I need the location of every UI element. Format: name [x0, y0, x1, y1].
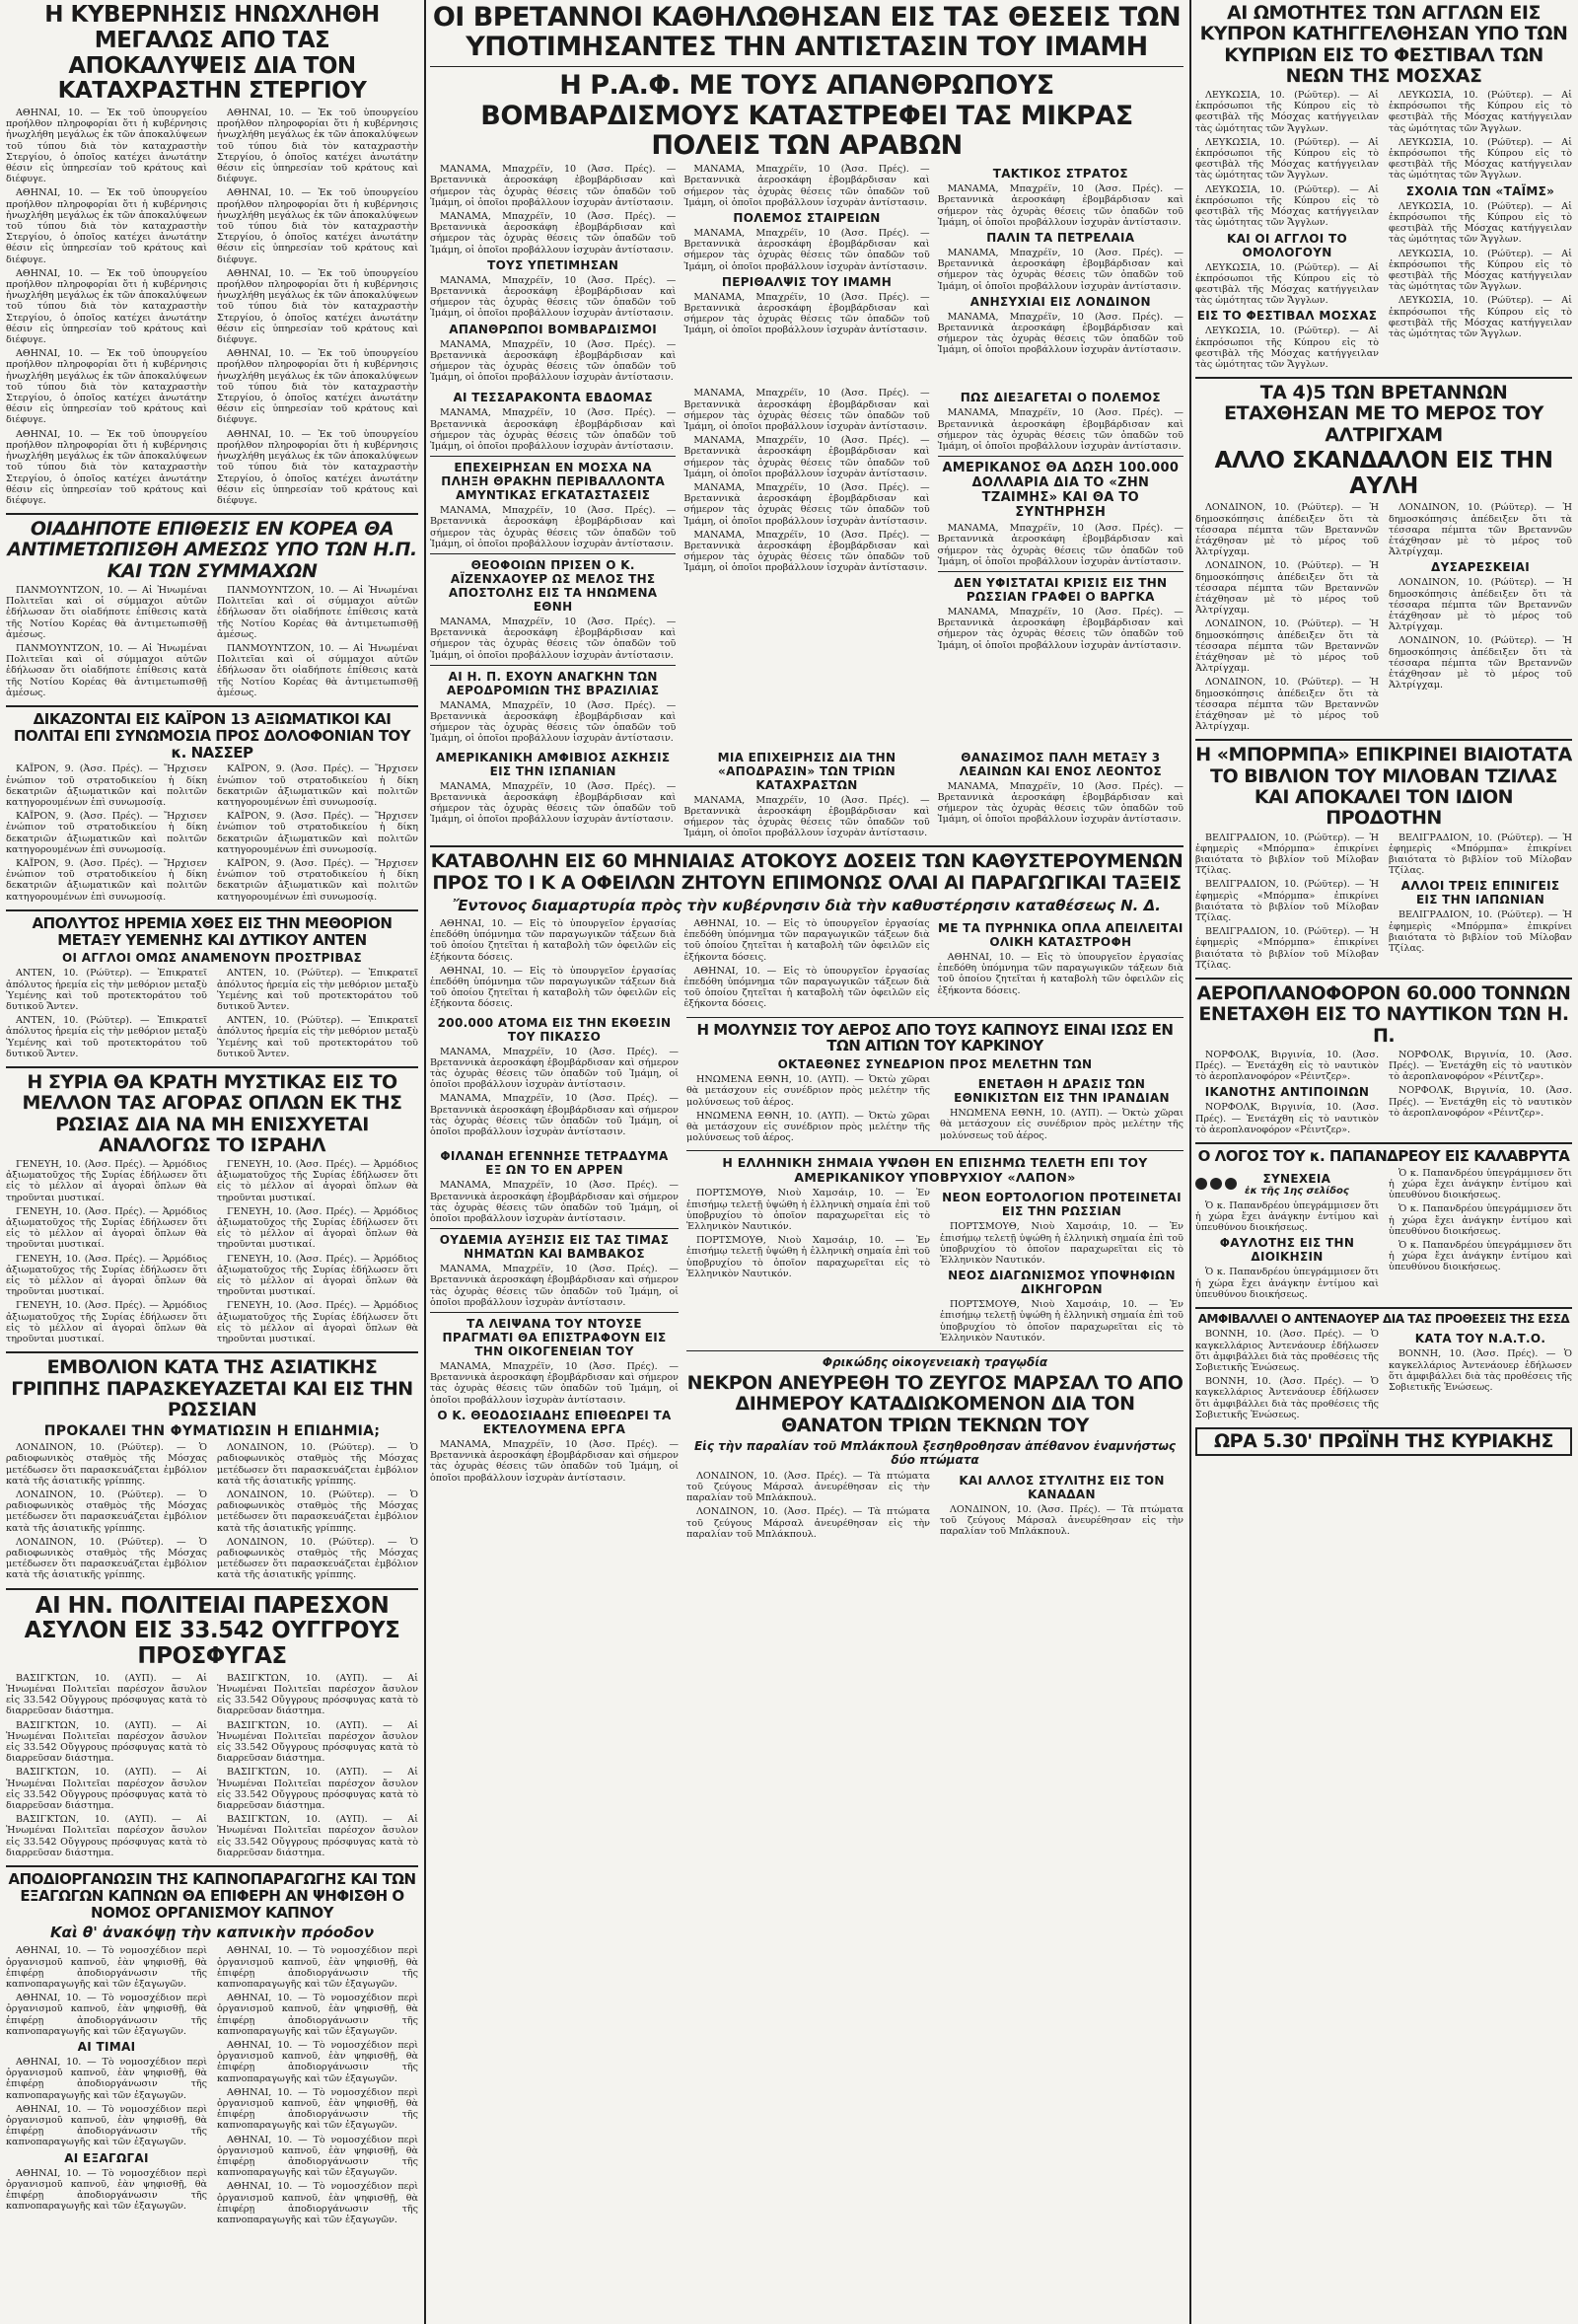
small-headline: ΚΑΙ ΑΛΛΟΣ ΣΤΥΛΙΤΗΣ ΕΙΣ ΤΟΝ ΚΑΝΑΔΑΝ	[959, 1473, 1165, 1501]
article-body: ΗΝΩΜΕΝΑ ΕΘΝΗ, 10. (ΑΥΠ). — Ὀκτὼ χῶραι θὰ μετάσχουν εἰς συνέδριον πρὸς μελέτην τῆς μολύνσεως τοῦ ἀέρος.	[686, 1110, 930, 1144]
article-body: ΜΑΝΑΜΑ, Μπαχρέϊν, 10 (Ἀσσ. Πρές). — Βρεταννικὰ ἀεροσκάφη ἐβομβάρδισαν καὶ σήμερον τὰς ὀχυρὰς θέσεις τῶν ὀπαδῶν τοῦ Ἰμάμη, οἱ ὁποῖοι προβάλλουν ἰσχυρὰν ἀντίστασιν.	[430, 210, 677, 255]
article-body: ΠΑΝΜΟΥΝΤΖΟΝ, 10. — Αἱ Ἡνωμέναι Πολιτεῖαι καὶ οἱ σύμμαχοι αὐτῶν ἐδήλωσαν ὅτι οἱαδήποτε ἐπίθεσις κατὰ τῆς Νοτίου Κορέας θὰ ἀντιμετωπισθῇ ἀμέσως.	[217, 584, 418, 640]
headline: ΑΠΟΔΙΟΡΓΑΝΩΣΙΝ ΤΗΣ ΚΑΠΝΟΠΑΡΑΓΩΓΗΣ ΚΑΙ ΤΩΝ ΕΞΑΓΩΓΩΝ ΚΑΠΝΩΝ ΘΑ ΕΠΙΦΕΡΗ ΑΝ ΨΗΦΙΣΘΗ Ο ΝΟΜΟΣ ΟΡΓΑΝΙΣΜΟΥ ΚΑΠΝΟΥ	[8, 1870, 416, 1922]
article-body: ΛΟΝΔΙΝΟΝ, 10. (Ρώϋτερ). — Ὁ ραδιοφωνικὸς σταθμὸς τῆς Μόσχας μετέδωσεν ὅτι παρασκευάζεται ἐμβόλιον κατὰ τῆς ἀσιατικῆς γρίππης.	[217, 1489, 418, 1534]
small-headline: ΕΠΕΧΕΙΡΗΣΑΝ ΕΝ ΜΟΣΧΑ ΝΑ ΠΛΗΞΗ ΘΡΑΚΗΝ ΠΕΡΙΒΑΛΛΟΝΤΑ ΑΜΥΝΤΙΚΑΣ ΕΓΚΑΤΑΣΤΑΣΕΙΣ	[441, 461, 666, 503]
article-body: Ὁ κ. Παπανδρέου ὑπεγράμμισεν ὅτι ἡ χώρα ἔχει ἀνάγκην ἐντίμου καὶ ὑπευθύνου διοικήσεως.	[1195, 1199, 1379, 1234]
article-body: ΜΑΝΑΜΑ, Μπαχρέϊν, 10 (Ἀσσ. Πρές). — Βρεταννικὰ ἀεροσκάφη ἐβομβάρδισαν καὶ σήμερον τὰς ὀχυρὰς θέσεις τῶν ὀπαδῶν τοῦ Ἰμάμη, οἱ ὁποῖοι προβάλλουν ἰσχυρὰν ἀντίστασιν.	[937, 523, 1184, 567]
article-body: ΠΟΡΤΣΜΟΥΘ, Νιοὺ Χαμσάιρ, 10. — Ἐν ἐπισήμῳ τελετῇ ὑψώθη ἡ ἑλληνικὴ σημαία ἐπὶ τοῦ ὑποβρυχίου τὸ ὁποῖον παραχωρεῖται εἰς τὸ Ἑλληνικὸν Ναυτικόν.	[940, 1299, 1184, 1344]
article-body: ΑΝΤΕΝ, 10. (Ρώϋτερ). — Ἐπικρατεῖ ἀπόλυτος ἠρεμία εἰς τὴν μεθόριον μεταξὺ Ὑεμένης καὶ τοῦ προτεκτοράτου τοῦ δυτικοῦ Ἄντεν.	[6, 968, 207, 1012]
article-body: ΝΟΡΦΟΛΚ, Βιργινία, 10. (Ἀσσ. Πρές). — Ἐνετάχθη εἰς τὸ ναυτικὸν τὸ ἀεροπλανοφόρον «Ρέιντζερ».	[1389, 1085, 1572, 1119]
article-body: ΜΑΝΑΜΑ, Μπαχρέϊν, 10 (Ἀσσ. Πρές). — Βρεταννικὰ ἀεροσκάφη ἐβομβάρδισαν καὶ σήμερον τὰς ὀχυρὰς θέσεις τῶν ὀπαδῶν τοῦ Ἰμάμη, οἱ ὁποῖοι προβάλλουν ἰσχυρὰν ἀντίστασιν.	[430, 1180, 679, 1225]
article-body: ΑΘΗΝΑΙ, 10. — Ἐκ τοῦ ὑπουργείου προήλθον πληροφορίαι ὅτι ἡ κυβέρνησις ἠνωχλήθη μεγάλως ἐκ τῶν ἀποκαλύψεων τοῦ τύπου διὰ τὸν καταχραστὴν Στεργίου, ὁ ὁποῖος κατέχει ἀνωτάτην θέσιν εἰς ὑπηρεσίαν τοῦ κράτους καὶ διέφυγε.	[217, 428, 418, 506]
article-body: Ὁ κ. Παπανδρέου ὑπεγράμμισεν ὅτι ἡ χώρα ἔχει ἀνάγκην ἐντίμου καὶ ὑπευθύνου διοικήσεως.	[1389, 1203, 1572, 1237]
article-body: ΓΕΝΕΥΗ, 10. (Ἀσσ. Πρές). — Ἁρμόδιος ἀξιωματοῦχος τῆς Συρίας ἐδήλωσεν ὅτι εἰς τὸ μέλλον αἱ ἀγοραὶ ὅπλων θὰ τηροῦνται μυστικαί.	[217, 1159, 418, 1203]
subheadline: ΟΚΤΑΕΘΝΕΣ ΣΥΝΕΔΡΙΟΝ ΠΡΟΣ ΜΕΛΕΤΗΝ ΤΩΝ	[777, 1057, 1093, 1072]
section-heading: ΑΠΑΝΘΡΩΠΟΙ ΒΟΜΒΑΡΔΙΣΜΟΙ	[449, 322, 658, 336]
article-body: ΒΑΣΙΓΚΤΩΝ, 10. (ΑΥΠ). — Αἱ Ἡνωμέναι Πολιτεῖαι παρέσχον ἄσυλον εἰς 33.542 Οὔγγρους πρόσφυγας κατὰ τὸ διαρρεῦσαν διάστημα.	[6, 1672, 207, 1717]
left-column	[6, 0, 418, 2324]
article-body: ΛΟΝΔΙΝΟΝ, 10. (Ρώϋτερ). — Ἡ δημοσκόπησις ἀπέδειξεν ὅτι τὰ τέσσαρα πέμπτα τῶν Βρεταννῶν ἐτάχθησαν μὲ τὸ μέρος τοῦ Ἀλτρίγχαμ.	[1195, 618, 1379, 675]
article-body: ΜΑΝΑΜΑ, Μπαχρέϊν, 10 (Ἀσσ. Πρές). — Βρεταννικὰ ἀεροσκάφη ἐβομβάρδισαν καὶ σήμερον τὰς ὀχυρὰς θέσεις τῶν ὀπαδῶν τοῦ Ἰμάμη, οἱ ὁποῖοι προβάλλουν ἰσχυρὰν ἀντίστασιν.	[937, 183, 1184, 228]
article-body: ΑΝΤΕΝ, 10. (Ρώϋτερ). — Ἐπικρατεῖ ἀπόλυτος ἠρεμία εἰς τὴν μεθόριον μεταξὺ Ὑεμένης καὶ τοῦ προτεκτοράτου τοῦ δυτικοῦ Ἄντεν.	[217, 1015, 418, 1059]
small-headline: ΝΕΟΝ ΕΟΡΤΟΛΟΓΙΟΝ ΠΡΟΤΕΙΝΕΤΑΙ ΕΙΣ ΤΗΝ ΡΩΣΣΙΑΝ	[942, 1191, 1182, 1219]
article-body: ΚΑΪΡΟΝ, 9. (Ἀσσ. Πρές). — Ἤρχισεν ἐνώπιον τοῦ στρατοδικείου ἡ δίκη δεκατριῶν ἀξιωματικῶν καὶ πολιτῶν κατηγορουμένων ἐπὶ συνωμοσίᾳ.	[6, 857, 207, 903]
article-body: ΜΑΝΑΜΑ, Μπαχρέϊν, 10 (Ἀσσ. Πρές). — Βρεταννικὰ ἀεροσκάφη ἐβομβάρδισαν καὶ σήμερον τὰς ὀχυρὰς θέσεις τῶν ὀπαδῶν τοῦ Ἰμάμη, οἱ ὁποῖοι προβάλλουν ἰσχυρὰν ἀντίστασιν.	[430, 274, 677, 320]
headline: ΑΜΦΙΒΑΛΛΕΙ Ο ΑΝΤΕΝΑΟΥΕΡ ΔΙΑ ΤΑΣ ΠΡΟΘΕΣΕΙΣ ΤΗΣ ΕΣΣΔ	[1197, 1312, 1570, 1327]
article-body: ΑΘΗΝΑΙ, 10. — Τὸ νομοσχέδιον περὶ ὀργανισμοῦ καπνοῦ, ἐὰν ψηφισθῇ, θὰ ἐπιφέρῃ ἀποδιοργάνωσιν τῆς καπνοπαραγωγῆς καὶ τῶν ἐξαγωγῶν.	[6, 2103, 207, 2148]
article-body: ΑΘΗΝΑΙ, 10. — Εἰς τὸ ὑπουργεῖον ἐργασίας ἐπεδόθη ὑπόμνημα τῶν παραγωγικῶν τάξεων διὰ τοῦ ὁποίου ζητεῖται ἡ καταβολὴ τῶν ὀφειλῶν εἰς ἑξήκοντα δόσεις.	[430, 965, 677, 1010]
article-body: ΑΘΗΝΑΙ, 10. — Ἐκ τοῦ ὑπουργείου προήλθον πληροφορίαι ὅτι ἡ κυβέρνησις ἠνωχλήθη μεγάλως ἐκ τῶν ἀποκαλύψεων τοῦ τύπου διὰ τὸν καταχραστὴν Στεργίου, ὁ ὁποῖος κατέχει ἀνωτάτην θέσιν εἰς ὑπηρεσίαν τοῦ κράτους καὶ διέφυγε.	[217, 267, 418, 346]
article-body: ΜΑΝΑΜΑ, Μπαχρέϊν, 10 (Ἀσσ. Πρές). — Βρεταννικὰ ἀεροσκάφη ἐβομβάρδισαν καὶ σήμερον τὰς ὀχυρὰς θέσεις τῶν ὀπαδῶν τοῦ Ἰμάμη, οἱ ὁποῖοι προβάλλουν ἰσχυρὰν ἀντίστασιν.	[430, 1046, 679, 1091]
article-body: ΛΕΥΚΩΣΙΑ, 10. (Ρώϋτερ). — Αἱ ἐκπρόσωποι τῆς Κύπρου εἰς τὸ φεστιβὰλ τῆς Μόσχας κατήγγειλαν τὰς ὠμότητας τῶν Ἄγγλων.	[1195, 326, 1379, 370]
article-body: ΑΘΗΝΑΙ, 10. — Ἐκ τοῦ ὑπουργείου προήλθον πληροφορίαι ὅτι ἡ κυβέρνησις ἠνωχλήθη μεγάλως ἐκ τῶν ἀποκαλύψεων τοῦ τύπου διὰ τὸν καταχραστὴν Στεργίου, ὁ ὁποῖος κατέχει ἀνωτάτην θέσιν εἰς ὑπηρεσίαν τοῦ κράτους καὶ διέφυγε.	[6, 428, 207, 506]
article-body: ΛΕΥΚΩΣΙΑ, 10. (Ρώϋτερ). — Αἱ ἐκπρόσωποι τῆς Κύπρου εἰς τὸ φεστιβὰλ τῆς Μόσχας κατήγγειλαν τὰς ὠμότητας τῶν Ἄγγλων.	[1389, 248, 1572, 293]
article-body: ΚΑΪΡΟΝ, 9. (Ἀσσ. Πρές). — Ἤρχισεν ἐνώπιον τοῦ στρατοδικείου ἡ δίκη δεκατριῶν ἀξιωματικῶν καὶ πολιτῶν κατηγορουμένων ἐπὶ συνωμοσίᾳ.	[6, 811, 207, 855]
article-djilas	[1195, 745, 1572, 974]
subheadline: ΠΡΟΚΑΛΕΙ ΤΗΝ ΦΥΜΑΤΙΩΣΙΝ Η ΕΠΙΔΗΜΙΑ;	[43, 1423, 381, 1440]
article-carrier	[1195, 983, 1572, 1138]
article-cyprus	[1195, 3, 1572, 373]
section-heading: ΠΕΡΙΘΑΛΨΙΣ ΤΟΥ ΙΜΑΜΗ	[721, 274, 893, 289]
article-body: ΛΕΥΚΩΣΙΑ, 10. (Ρώϋτερ). — Αἱ ἐκπρόσωποι τῆς Κύπρου εἰς τὸ φεστιβὰλ τῆς Μόσχας κατήγγειλαν τὰς ὠμότητας τῶν Ἄγγλων.	[1195, 90, 1379, 134]
article-body: ΒΑΣΙΓΚΤΩΝ, 10. (ΑΥΠ). — Αἱ Ἡνωμέναι Πολιτεῖαι παρέσχον ἄσυλον εἰς 33.542 Οὔγγρους πρόσφυγας κατὰ τὸ διαρρεῦσαν διάστημα.	[217, 1719, 418, 1765]
article-body: ΒΑΣΙΓΚΤΩΝ, 10. (ΑΥΠ). — Αἱ Ἡνωμέναι Πολιτεῖαι παρέσχον ἄσυλον εἰς 33.542 Οὔγγρους πρόσφυγας κατὰ τὸ διαρρεῦσαν διάστημα.	[217, 1767, 418, 1812]
small-headline: ΦΙΛΑΝΔΗ ΕΓΕΝΝΗΣΕ ΤΕΤΡΑΔΥΜΑ ΕΞ ΩΝ ΤΟ ΕΝ ΑΡΡΕΝ	[440, 1149, 669, 1178]
section-heading: ΙΚΑΝΟΤΗΣ ΑΝΤΙΠΟΙΝΩΝ	[1204, 1085, 1370, 1100]
article-body: ΜΑΝΑΜΑ, Μπαχρέϊν, 10 (Ἀσσ. Πρές). — Βρεταννικὰ ἀεροσκάφη ἐβομβάρδισαν καὶ σήμερον τὰς ὀχυρὰς θέσεις τῶν ὀπαδῶν τοῦ Ἰμάμη, οἱ ὁποῖοι προβάλλουν ἰσχυρὰν ἀντίστασιν.	[430, 1264, 679, 1308]
headline: Η «ΜΠΟΡΜΠΑ» ΕΠΙΚΡΙΝΕΙ ΒΙΑΙΟΤΑΤΑ ΤΟ ΒΙΒΛΙΟΝ ΤΟΥ ΜΙΛΟΒΑΝ ΤΖΙΛΑΣ ΚΑΙ ΑΠΟΚΑΛΕΙ ΤΟΝ ΙΔΙΟΝ ΠΡΟΔΟΤΗΝ	[1195, 744, 1572, 830]
article-body: ΛΕΥΚΩΣΙΑ, 10. (Ρώϋτερ). — Αἱ ἐκπρόσωποι τῆς Κύπρου εἰς τὸ φεστιβὰλ τῆς Μόσχας κατήγγειλαν τὰς ὠμότητας τῶν Ἄγγλων.	[1389, 136, 1572, 182]
article-body: ΜΑΝΑΜΑ, Μπαχρέϊν, 10 (Ἀσσ. Πρές). — Βρεταννικὰ ἀεροσκάφη ἐβομβάρδισαν καὶ σήμερον τὰς ὀχυρὰς θέσεις τῶν ὀπαδῶν τοῦ Ἰμάμη, οἱ ὁποῖοι προβάλλουν ἰσχυρὰν ἀντίστασιν.	[430, 780, 677, 826]
article-body: ΑΘΗΝΑΙ, 10. — Εἰς τὸ ὑπουργεῖον ἐργασίας ἐπεδόθη ὑπόμνημα τῶν παραγωγικῶν τάξεων διὰ τοῦ ὁποίου ζητεῖται ἡ καταβολὴ τῶν ὀφειλῶν εἰς ἑξήκοντα δόσεις.	[937, 952, 1184, 996]
article-body: ΒΑΣΙΓΚΤΩΝ, 10. (ΑΥΠ). — Αἱ Ἡνωμέναι Πολιτεῖαι παρέσχον ἄσυλον εἰς 33.542 Οὔγγρους πρόσφυγας κατὰ τὸ διαρρεῦσαν διάστημα.	[6, 1767, 207, 1812]
article-ika	[430, 851, 1184, 1012]
headline: ΑΕΡΟΠΛΑΝΟΦΟΡΟΝ 60.000 ΤΟΝΝΩΝ ΕΝΕΤΑΧΘΗ ΕΙΣ ΤΟ ΝΑΥΤΙΚΟΝ ΤΩΝ Η. Π.	[1196, 981, 1571, 1047]
article-body: ΜΑΝΑΜΑ, Μπαχρέϊν, 10 (Ἀσσ. Πρές). — Βρεταννικὰ ἀεροσκάφη ἐβομβάρδισαν καὶ σήμερον τὰς ὀχυρὰς θέσεις τῶν ὀπαδῶν τοῦ Ἰμάμη, οἱ ὁποῖοι προβάλλουν ἰσχυρὰν ἀντίστασιν.	[683, 482, 930, 527]
article-body: ΜΑΝΑΜΑ, Μπαχρέϊν, 10 (Ἀσσ. Πρές). — Βρεταννικὰ ἀεροσκάφη ἐβομβάρδισαν καὶ σήμερον τὰς ὀχυρὰς θέσεις τῶν ὀπαδῶν τοῦ Ἰμάμη, οἱ ὁποῖοι προβάλλουν ἰσχυρὰν ἀντίστασιν.	[430, 1093, 679, 1138]
article-body: ΠΑΝΜΟΥΝΤΖΟΝ, 10. — Αἱ Ἡνωμέναι Πολιτεῖαι καὶ οἱ σύμμαχοι αὐτῶν ἐδήλωσαν ὅτι οἱαδήποτε ἐπίθεσις κατὰ τῆς Νοτίου Κορέας θὰ ἀντιμετωπισθῇ ἀμέσως.	[6, 642, 207, 698]
article-british-imam	[430, 3, 1184, 386]
small-headline: ΑΙ ΤΕΣΣΑΡΑΚΟΝΤΑ ΕΒΔΟΜΑΣ	[453, 391, 653, 405]
article-body: ΗΝΩΜΕΝΑ ΕΘΝΗ, 10. (ΑΥΠ). — Ὀκτὼ χῶραι θὰ μετάσχουν εἰς συνέδριον πρὸς μελέτην τῆς μολύνσεως τοῦ ἀέρος.	[686, 1074, 930, 1108]
column-rule	[424, 0, 426, 2324]
article-body: ΠΟΡΤΣΜΟΥΘ, Νιοὺ Χαμσάιρ, 10. — Ἐν ἐπισήμῳ τελετῇ ὑψώθη ἡ ἑλληνικὴ σημαία ἐπὶ τοῦ ὑποβρυχίου τὸ ὁποῖον παραχωρεῖται εἰς τὸ Ἑλληνικὸν Ναυτικόν.	[686, 1188, 930, 1233]
section-heading: ΑΙ ΕΞΑΓΩΓΑΙ	[64, 2150, 149, 2165]
article-body: ΠΑΝΜΟΥΝΤΖΟΝ, 10. — Αἱ Ἡνωμέναι Πολιτεῖαι καὶ οἱ σύμμαχοι αὐτῶν ἐδήλωσαν ὅτι οἱαδήποτε ἐπίθεσις κατὰ τῆς Νοτίου Κορέας θὰ ἀντιμετωπισθῇ ἀμέσως.	[6, 584, 207, 640]
article-body: ΛΟΝΔΙΝΟΝ, 10. (Ρώϋτερ). — Ἡ δημοσκόπησις ἀπέδειξεν ὅτι τὰ τέσσαρα πέμπτα τῶν Βρεταννῶν ἐτάχθησαν μὲ τὸ μέρος τοῦ Ἀλτρίγχαμ.	[1389, 635, 1572, 691]
article-body: ΛΕΥΚΩΣΙΑ, 10. (Ρώϋτερ). — Αἱ ἐκπρόσωποι τῆς Κύπρου εἰς τὸ φεστιβὰλ τῆς Μόσχας κατήγγειλαν τὰς ὠμότητας τῶν Ἄγγλων.	[1195, 183, 1379, 229]
article-body: ΜΑΝΑΜΑ, Μπαχρέϊν, 10 (Ἀσσ. Πρές). — Βρεταννικὰ ἀεροσκάφη ἐβομβάρδισαν καὶ σήμερον τὰς ὀχυρὰς θέσεις τῶν ὀπαδῶν τοῦ Ἰμάμη, οἱ ὁποῖοι προβάλλουν ἰσχυρὰν ἀντίστασιν.	[683, 291, 930, 336]
headline: ΚΑΤΑΒΟΛΗΝ ΕΙΣ 60 ΜΗΝΙΑΙΑΣ ΑΤΟΚΟΥΣ ΔΟΣΕΙΣ ΤΩΝ ΚΑΘΥΣΤΕΡΟΥΜΕΝΩΝ ΠΡΟΣ ΤΟ Ι Κ Α ΟΦΕΙΛΩΝ ΖΗΤΟΥΝ ΕΠΙΜΟΝΩΣ ΟΛΑΙ ΑΙ ΠΑΡΑΓΩΓΙΚΑΙ ΤΑΞΕΙΣ	[430, 850, 1184, 894]
section-heading: ΑΙ ΤΙΜΑΙ	[77, 2040, 136, 2055]
article-body: ΛΟΝΔΙΝΟΝ, 10. (Ρώϋτερ). — Ὁ ραδιοφωνικὸς σταθμὸς τῆς Μόσχας μετέδωσεν ὅτι παρασκευάζεται ἐμβόλιον κατὰ τῆς ἀσιατικῆς γρίππης.	[217, 1442, 418, 1487]
headline: Η ΜΟΛΥΝΣΙΣ ΤΟΥ ΑΕΡΟΣ ΑΠΟ ΤΟΥΣ ΚΑΠΝΟΥΣ ΕΙΝΑΙ ΙΣΩΣ ΕΝ ΤΩΝ ΑΙΤΙΩΝ ΤΟΥ ΚΑΡΚΙΝΟΥ	[696, 1020, 1174, 1055]
article-body: ΑΘΗΝΑΙ, 10. — Τὸ νομοσχέδιον περὶ ὀργανισμοῦ καπνοῦ, ἐὰν ψηφισθῇ, θὰ ἐπιφέρῃ ἀποδιοργάνωσιν τῆς καπνοπαραγωγῆς καὶ τῶν ἐξαγωγῶν.	[217, 1993, 418, 2037]
article-body: ΛΟΝΔΙΝΟΝ, 10. (Ρώϋτερ). — Ὁ ραδιοφωνικὸς σταθμὸς τῆς Μόσχας μετέδωσεν ὅτι παρασκευάζεται ἐμβόλιον κατὰ τῆς ἀσιατικῆς γρίππης.	[6, 1536, 207, 1581]
headline: ΑΠΟΛΥΤΟΣ ΗΡΕΜΙΑ ΧΘΕΣ ΕΙΣ ΤΗΝ ΜΕΘΟΡΙΟΝ ΜΕΤΑΞΥ ΥΕΜΕΝΗΣ ΚΑΙ ΔΥΤΙΚΟΥ ΑΝΤΕΝ	[32, 913, 393, 949]
article-body: ΓΕΝΕΥΗ, 10. (Ἀσσ. Πρές). — Ἁρμόδιος ἀξιωματοῦχος τῆς Συρίας ἐδήλωσεν ὅτι εἰς τὸ μέλλον αἱ ἀγοραὶ ὅπλων θὰ τηροῦνται μυστικαί.	[217, 1300, 418, 1345]
article-body: ΑΘΗΝΑΙ, 10. — Ἐκ τοῦ ὑπουργείου προήλθον πληροφορίαι ὅτι ἡ κυβέρνησις ἠνωχλήθη μεγάλως ἐκ τῶν ἀποκαλύψεων τοῦ τύπου διὰ τὸν καταχραστὴν Στεργίου, ὁ ὁποῖος κατέχει ἀνωτάτην θέσιν εἰς ὑπηρεσίαν τοῦ κράτους καὶ διέφυγε.	[6, 187, 207, 265]
article-body: ΒΑΣΙΓΚΤΩΝ, 10. (ΑΥΠ). — Αἱ Ἡνωμέναι Πολιτεῖαι παρέσχον ἄσυλον εἰς 33.542 Οὔγγρους πρόσφυγας κατὰ τὸ διαρρεῦσαν διάστημα.	[217, 1814, 418, 1858]
article-body: ΛΟΝΔΙΝΟΝ, 10. (Ρώϋτερ). — Ὁ ραδιοφωνικὸς σταθμὸς τῆς Μόσχας μετέδωσεν ὅτι παρασκευάζεται ἐμβόλιον κατὰ τῆς ἀσιατικῆς γρίππης.	[217, 1536, 418, 1581]
article-body: ΜΑΝΑΜΑ, Μπαχρέϊν, 10 (Ἀσσ. Πρές). — Βρεταννικὰ ἀεροσκάφη ἐβομβάρδισαν καὶ σήμερον τὰς ὀχυρὰς θέσεις τῶν ὀπαδῶν τοῦ Ἰμάμη, οἱ ὁποῖοι προβάλλουν ἰσχυρὰν ἀντίστασιν.	[430, 617, 677, 661]
article-body: ΛΟΝΔΙΝΟΝ, 10. (Ἀσσ. Πρές). — Τὰ πτώματα τοῦ ζεύγους Μάρσαλ ἀνευρέθησαν εἰς τὴν παραλίαν τοῦ Μπλάκπουλ.	[686, 1506, 930, 1540]
article-body: ΒΕΛΙΓΡΑΔΙΟΝ, 10. (Ρώϋτερ). — Ἡ ἐφημερὶς «Μπόρμπα» ἐπικρίνει βιαιότατα τὸ βιβλίον τοῦ Μίλοβαν Τζίλας.	[1195, 879, 1379, 923]
section-heading: ΔΥΣΑΡΕΣΚΕΙΑΙ	[1431, 560, 1530, 575]
article-body: ΑΘΗΝΑΙ, 10. — Ἐκ τοῦ ὑπουργείου προήλθον πληροφορίαι ὅτι ἡ κυβέρνησις ἠνωχλήθη μεγάλως ἐκ τῶν ἀποκαλύψεων τοῦ τύπου διὰ τὸν καταχραστὴν Στεργίου, ὁ ὁποῖος κατέχει ἀνωτάτην θέσιν εἰς ὑπηρεσίαν τοῦ κράτους καὶ διέφυγε.	[6, 348, 207, 426]
headline: ΤΑ 4)5 ΤΩΝ ΒΡΕΤΑΝΝΩΝ ΕΤΑΧΘΗΣΑΝ ΜΕ ΤΟ ΜΕΡΟΣ ΤΟΥ ΑΛΤΡΙΓΧΑΜ	[1224, 382, 1543, 446]
subheadline: Καὶ θ' ἀνακόψῃ τὴν καπνικὴν πρόοδον	[49, 1924, 375, 1942]
section-heading: ΕΙΣ ΤΟ ΦΕΣΤΙΒΑΛ ΜΟΣΧΑΣ	[1196, 309, 1378, 324]
article-body: ΓΕΝΕΥΗ, 10. (Ἀσσ. Πρές). — Ἁρμόδιος ἀξιωματοῦχος τῆς Συρίας ἐδήλωσεν ὅτι εἰς τὸ μέλλον αἱ ἀγοραὶ ὅπλων θὰ τηροῦνται μυστικαί.	[6, 1205, 207, 1251]
article-body: ΛΟΝΔΙΝΟΝ, 10. (Ρώϋτερ). — Ὁ ραδιοφωνικὸς σταθμὸς τῆς Μόσχας μετέδωσεν ὅτι παρασκευάζεται ἐμβόλιον κατὰ τῆς ἀσιατικῆς γρίππης.	[6, 1442, 207, 1487]
small-headline: ΔΕΝ ΥΦΙΣΤΑΤΑΙ ΚΡΙΣΙΣ ΕΙΣ ΤΗΝ ΡΩΣΣΙΑΝ ΓΡΑΦΕΙ Ο ΒΑΡΓΚΑ	[954, 576, 1168, 605]
article-body: ΜΑΝΑΜΑ, Μπαχρέϊν, 10 (Ἀσσ. Πρές). — Βρεταννικὰ ἀεροσκάφη ἐβομβάρδισαν καὶ σήμερον τὰς ὀχυρὰς θέσεις τῶν ὀπαδῶν τοῦ Ἰμάμη, οἱ ὁποῖοι προβάλλουν ἰσχυρὰν ἀντίστασιν.	[430, 164, 677, 208]
article-syria	[6, 1072, 418, 1347]
article-body: ΑΘΗΝΑΙ, 10. — Ἐκ τοῦ ὑπουργείου προήλθον πληροφορίαι ὅτι ἡ κυβέρνησις ἠνωχλήθη μεγάλως ἐκ τῶν ἀποκαλύψεων τοῦ τύπου διὰ τὸν καταχραστὴν Στεργίου, ὁ ὁποῖος κατέχει ἀνωτάτην θέσιν εἰς ὑπηρεσίαν τοῦ κράτους καὶ διέφυγε.	[6, 267, 207, 346]
article-nasser	[6, 711, 418, 906]
article-body: ΜΑΝΑΜΑ, Μπαχρέϊν, 10 (Ἀσσ. Πρές). — Βρεταννικὰ ἀεροσκάφη ἐβομβάρδισαν καὶ σήμερον τὰς ὀχυρὰς θέσεις τῶν ὀπαδῶν τοῦ Ἰμάμη, οἱ ὁποῖοι προβάλλουν ἰσχυρὰν ἀντίστασιν.	[430, 1438, 679, 1484]
article-body: ΓΕΝΕΥΗ, 10. (Ἀσσ. Πρές). — Ἁρμόδιος ἀξιωματοῦχος τῆς Συρίας ἐδήλωσεν ὅτι εἰς τὸ μέλλον αἱ ἀγοραὶ ὅπλων θὰ τηροῦνται μυστικαί.	[6, 1253, 207, 1298]
subheadline: ΟΙ ΑΓΓΛΟΙ ΟΜΩΣ ΑΝΑΜΕΝΟΥΝ ΠΡΟΣΤΡΙΒΑΣ	[62, 951, 362, 966]
headline: ΝΕΚΡΟΝ ΑΝΕΥΡΕΘΗ ΤΟ ΖΕΥΓΟΣ ΜΑΡΣΑΛ ΤΟ ΑΠΟ ΔΙΗΜΕΡΟΥ ΚΑΤΑΔΙΩΚΟΜΕΝΟΝ ΔΙΑ ΤΟΝ ΘΑΝΑΤΟΝ ΤΡΙΩΝ ΤΕΚΝΩΝ ΤΟΥ	[686, 1372, 1184, 1436]
article-stergiou	[6, 3, 418, 509]
article-body: ΑΘΗΝΑΙ, 10. — Ἐκ τοῦ ὑπουργείου προήλθον πληροφορίαι ὅτι ἡ κυβέρνησις ἠνωχλήθη μεγάλως ἐκ τῶν ἀποκαλύψεων τοῦ τύπου διὰ τὸν καταχραστὴν Στεργίου, ὁ ὁποῖος κατέχει ἀνωτάτην θέσιν εἰς ὑπηρεσίαν τοῦ κράτους καὶ διέφυγε.	[6, 108, 207, 185]
article-body: ΜΑΝΑΜΑ, Μπαχρέϊν, 10 (Ἀσσ. Πρές). — Βρεταννικὰ ἀεροσκάφη ἐβομβάρδισαν καὶ σήμερον τὰς ὀχυρὰς θέσεις τῶν ὀπαδῶν τοῦ Ἰμάμη, οἱ ὁποῖοι προβάλλουν ἰσχυρὰν ἀντίστασιν.	[683, 388, 930, 433]
article-body: ΒΟΝΝΗ, 10. (Ἀσσ. Πρές). — Ὁ καγκελλάριος Ἀντενάουερ ἐδήλωσεν ὅτι ἀμφιβάλλει διὰ τὰς προθέσεις τῆς Σοβιετικῆς Ἑνώσεως.	[1195, 1329, 1379, 1374]
article-body: ΝΟΡΦΟΛΚ, Βιργινία, 10. (Ἀσσ. Πρές). — Ἐνετάχθη εἰς τὸ ναυτικὸν τὸ ἀεροπλανοφόρον «Ρέιντζερ».	[1389, 1049, 1572, 1083]
article-body: ΛΕΥΚΩΣΙΑ, 10. (Ρώϋτερ). — Αἱ ἐκπρόσωποι τῆς Κύπρου εἰς τὸ φεστιβὰλ τῆς Μόσχας κατήγγειλαν τὰς ὠμότητας τῶν Ἄγγλων.	[1389, 90, 1572, 134]
article-body: ΛΟΝΔΙΝΟΝ, 10. (Ρώϋτερ). — Ὁ ραδιοφωνικὸς σταθμὸς τῆς Μόσχας μετέδωσεν ὅτι παρασκευάζεται ἐμβόλιον κατὰ τῆς ἀσιατικῆς γρίππης.	[6, 1489, 207, 1534]
article-body: ΛΕΥΚΩΣΙΑ, 10. (Ρώϋτερ). — Αἱ ἐκπρόσωποι τῆς Κύπρου εἰς τὸ φεστιβὰλ τῆς Μόσχας κατήγγειλαν τὰς ὠμότητας τῶν Ἄγγλων.	[1389, 295, 1572, 339]
article-body: ΑΘΗΝΑΙ, 10. — Τὸ νομοσχέδιον περὶ ὀργανισμοῦ καπνοῦ, ἐὰν ψηφισθῇ, θὰ ἐπιφέρῃ ἀποδιοργάνωσιν τῆς καπνοπαραγωγῆς καὶ τῶν ἐξαγωγῶν.	[217, 2040, 418, 2084]
small-headline: ΤΑ ΛΕΙΨΑΝΑ ΤΟΥ ΝΤΟΥΣΕ ΠΡΑΓΜΑΤΙ ΘΑ ΕΠΙΣΤΡΑΦΟΥΝ ΕΙΣ ΤΗΝ ΟΙΚΟΓΕΝΕΙΑΝ ΤΟΥ	[442, 1317, 667, 1359]
small-headline: 200.000 ΑΤΟΜΑ ΕΙΣ ΤΗΝ ΕΚΘΕΣΙΝ ΤΟΥ ΠΙΚΑΣΣΟ	[437, 1015, 672, 1044]
right-column	[1195, 0, 1572, 2324]
article-body: ΑΘΗΝΑΙ, 10. — Τὸ νομοσχέδιον περὶ ὀργανισμοῦ καπνοῦ, ἐὰν ψηφισθῇ, θὰ ἐπιφέρῃ ἀποδιοργάνωσιν τῆς καπνοπαραγωγῆς καὶ τῶν ἐξαγωγῶν.	[217, 2086, 418, 2132]
subheadline: Ἔντονος διαμαρτυρία πρὸς τὴν κυβέρνησιν διὰ τὴν καθυστέρησιν καταθέσεως Ν. Δ.	[453, 897, 1161, 915]
small-headline: ΜΙΑ ΕΠΙΧΕΙΡΗΣΙΣ ΔΙΑ ΤΗΝ «ΑΠΟΔΡΑΣΙΝ» ΤΩΝ ΤΡΙΩΝ ΚΑΤΑΧΡΑΣΤΩΝ	[717, 750, 897, 792]
article-body: ΛΟΝΔΙΝΟΝ, 10. (Ἀσσ. Πρές). — Τὰ πτώματα τοῦ ζεύγους Μάρσαλ ἀνευρέθησαν εἰς τὴν παραλίαν τοῦ Μπλάκπουλ.	[686, 1470, 930, 1504]
section-heading: ΑΝΗΣΥΧΙΑΙ ΕΙΣ ΛΟΝΔΙΝΟΝ	[969, 294, 1151, 309]
article-body: Ὁ κ. Παπανδρέου ὑπεγράμμισεν ὅτι ἡ χώρα ἔχει ἀνάγκην ἐντίμου καὶ ὑπευθύνου διοικήσεως.	[1389, 1240, 1572, 1273]
article-body: ΓΕΝΕΥΗ, 10. (Ἀσσ. Πρές). — Ἁρμόδιος ἀξιωματοῦχος τῆς Συρίας ἐδήλωσεν ὅτι εἰς τὸ μέλλον αἱ ἀγοραὶ ὅπλων θὰ τηροῦνται μυστικαί.	[6, 1300, 207, 1345]
section-heading: ΠΑΛΙΝ ΤΑ ΠΕΤΡΕΛΑΙΑ	[986, 230, 1135, 245]
article-body: ΓΕΝΕΥΗ, 10. (Ἀσσ. Πρές). — Ἁρμόδιος ἀξιωματοῦχος τῆς Συρίας ἐδήλωσεν ὅτι εἰς τὸ μέλλον αἱ ἀγοραὶ ὅπλων θὰ τηροῦνται μυστικαί.	[217, 1253, 418, 1298]
article-body: ΒΑΣΙΓΚΤΩΝ, 10. (ΑΥΠ). — Αἱ Ἡνωμέναι Πολιτεῖαι παρέσχον ἄσυλον εἰς 33.542 Οὔγγρους πρόσφυγας κατὰ τὸ διαρρεῦσαν διάστημα.	[6, 1719, 207, 1765]
article-body: ΛΟΝΔΙΝΟΝ, 10. (Ρώϋτερ). — Ἡ δημοσκόπησις ἀπέδειξεν ὅτι τὰ τέσσαρα πέμπτα τῶν Βρεταννῶν ἐτάχθησαν μὲ τὸ μέρος τοῦ Ἀλτρίγχαμ.	[1389, 577, 1572, 633]
article-body: ΛΕΥΚΩΣΙΑ, 10. (Ρώϋτερ). — Αἱ ἐκπρόσωποι τῆς Κύπρου εἰς τὸ φεστιβὰλ τῆς Μόσχας κατήγγειλαν τὰς ὠμότητας τῶν Ἄγγλων.	[1195, 261, 1379, 307]
article-body: ΑΘΗΝΑΙ, 10. — Τὸ νομοσχέδιον περὶ ὀργανισμοῦ καπνοῦ, ἐὰν ψηφισθῇ, θὰ ἐπιφέρῃ ἀποδιοργάνωσιν τῆς καπνοπαραγωγῆς καὶ τῶν ἐξαγωγῶν.	[217, 1945, 418, 1991]
subheadline: ΑΛΛΟΙ ΤΡΕΙΣ ΕΠΙΝΙΓΕΙΣ ΕΙΣ ΤΗΝ ΙΑΠΩΝΙΑΝ	[1400, 879, 1560, 908]
article-korea	[6, 519, 418, 701]
article-body: ΛΟΝΔΙΝΟΝ, 10. (Ρώϋτερ). — Ἡ δημοσκόπησις ἀπέδειξεν ὅτι τὰ τέσσαρα πέμπτα τῶν Βρεταννῶν ἐτάχθησαν μὲ τὸ μέρος τοῦ Ἀλτρίγχαμ.	[1195, 502, 1379, 558]
article-body: ΜΑΝΑΜΑ, Μπαχρέϊν, 10 (Ἀσσ. Πρές). — Βρεταννικὰ ἀεροσκάφη ἐβομβάρδισαν καὶ σήμερον τὰς ὀχυρὰς θέσεις τῶν ὀπαδῶν τοῦ Ἰμάμη, οἱ ὁποῖοι προβάλλουν ἰσχυρὰν ἀντίστασιν.	[683, 435, 930, 479]
small-headline: ΕΝΕΤΑΘΗ Η ΔΡΑΣΙΣ ΤΩΝ ΕΘΝΙΚΙΣΤΩΝ ΕΙΣ ΤΗΝ ΙΡΑΝΔΙΑΝ	[954, 1077, 1170, 1106]
article-body: ΜΑΝΑΜΑ, Μπαχρέϊν, 10 (Ἀσσ. Πρές). — Βρεταννικὰ ἀεροσκάφη ἐβομβάρδισαν καὶ σήμερον τὰς ὀχυρὰς θέσεις τῶν ὀπαδῶν τοῦ Ἰμάμη, οἱ ὁποῖοι προβάλλουν ἰσχυρὰν ἀντίστασιν.	[430, 505, 677, 549]
article-body: ΑΘΗΝΑΙ, 10. — Τὸ νομοσχέδιον περὶ ὀργανισμοῦ καπνοῦ, ἐὰν ψηφισθῇ, θὰ ἐπιφέρῃ ἀποδιοργάνωσιν τῆς καπνοπαραγωγῆς καὶ τῶν ἐξαγωγῶν.	[6, 2057, 207, 2101]
article-body: Ὁ κ. Παπανδρέου ὑπεγράμμισεν ὅτι ἡ χώρα ἔχει ἀνάγκην ἐντίμου καὶ ὑπευθύνου διοικήσεως.	[1195, 1267, 1379, 1300]
article-body: ΑΝΤΕΝ, 10. (Ρώϋτερ). — Ἐπικρατεῖ ἀπόλυτος ἠρεμία εἰς τὴν μεθόριον μεταξὺ Ὑεμένης καὶ τοῦ προτεκτοράτου τοῦ δυτικοῦ Ἄντεν.	[6, 1015, 207, 1059]
article-body: ΑΘΗΝΑΙ, 10. — Ἐκ τοῦ ὑπουργείου προήλθον πληροφορίαι ὅτι ἡ κυβέρνησις ἠνωχλήθη μεγάλως ἐκ τῶν ἀποκαλύψεων τοῦ τύπου διὰ τὸν καταχραστὴν Στεργίου, ὁ ὁποῖος κατέχει ἀνωτάτην θέσιν εἰς ὑπηρεσίαν τοῦ κράτους καὶ διέφυγε.	[217, 187, 418, 265]
article-body: ΜΑΝΑΜΑ, Μπαχρέϊν, 10 (Ἀσσ. Πρές). — Βρεταννικὰ ἀεροσκάφη ἐβομβάρδισαν καὶ σήμερον τὰς ὀχυρὰς θέσεις τῶν ὀπαδῶν τοῦ Ἰμάμη, οἱ ὁποῖοι προβάλλουν ἰσχυρὰν ἀντίστασιν.	[937, 311, 1184, 356]
headline: Η Ρ.Α.Φ. ΜΕ ΤΟΥΣ ΑΠΑΝΘΡΩΠΟΥΣ ΒΟΜΒΑΡΔΙΣΜΟΥΣ ΚΑΤΑΣΤΡΕΦΕΙ ΤΑΣ ΜΙΚΡΑΣ ΠΟΛΕΙΣ ΤΩΝ ΑΡΑΒΩΝ	[480, 70, 1133, 161]
article-body: ΓΕΝΕΥΗ, 10. (Ἀσσ. Πρές). — Ἁρμόδιος ἀξιωματοῦχος τῆς Συρίας ἐδήλωσεν ὅτι εἰς τὸ μέλλον αἱ ἀγοραὶ ὅπλων θὰ τηροῦνται μυστικαί.	[217, 1205, 418, 1251]
small-headline: ΝΕΟΣ ΔΙΑΓΩΝΙΣΜΟΣ ΥΠΟΨΗΦΙΩΝ ΔΙΚΗΓΟΡΩΝ	[948, 1269, 1176, 1297]
small-headline: ΠΩΣ ΔΙΕΞΑΓΕΤΑΙ Ο ΠΟΛΕΜΟΣ	[960, 391, 1161, 405]
article-body: ΜΑΝΑΜΑ, Μπαχρέϊν, 10 (Ἀσσ. Πρές). — Βρεταννικὰ ἀεροσκάφη ἐβομβάρδισαν καὶ σήμερον τὰς ὀχυρὰς θέσεις τῶν ὀπαδῶν τοῦ Ἰμάμη, οἱ ὁποῖοι προβάλλουν ἰσχυρὰν ἀντίστασιν.	[937, 407, 1184, 453]
small-headline: Ο Κ. ΘΕΟΔΟΣΙΑΔΗΣ ΕΠΙΘΕΩΡΕΙ ΤΑ ΕΚΤΕΛΟΥΜΕΝΑ ΕΡΓΑ	[437, 1408, 672, 1436]
small-headline: ΘΑΝΑΣΙΜΟΣ ΠΑΛΗ ΜΕΤΑΞΥ 3 ΛΕΑΙΝΩΝ ΚΑΙ ΕΝΟΣ ΛΕΟΝΤΟΣ	[959, 750, 1162, 778]
article-flu	[6, 1357, 418, 1583]
article-body: ΛΟΝΔΙΝΟΝ, 10. (Ρώϋτερ). — Ἡ δημοσκόπησις ἀπέδειξεν ὅτι τὰ τέσσαρα πέμπτα τῶν Βρεταννῶν ἐτάχθησαν μὲ τὸ μέρος τοῦ Ἀλτρίγχαμ.	[1195, 677, 1379, 733]
article-tobacco	[6, 1871, 418, 2228]
section-heading: ΚΑΤΑ ΤΟΥ Ν.Α.Τ.Ο.	[1414, 1332, 1546, 1346]
article-body: ΜΑΝΑΜΑ, Μπαχρέϊν, 10 (Ἀσσ. Πρές). — Βρεταννικὰ ἀεροσκάφη ἐβομβάρδισαν καὶ σήμερον τὰς ὀχυρὰς θέσεις τῶν ὀπαδῶν τοῦ Ἰμάμη, οἱ ὁποῖοι προβάλλουν ἰσχυρὰν ἀντίστασιν.	[937, 607, 1184, 651]
article-papandreou	[1195, 1148, 1572, 1303]
article-body: ΑΘΗΝΑΙ, 10. — Τὸ νομοσχέδιον περὶ ὀργανισμοῦ καπνοῦ, ἐὰν ψηφισθῇ, θὰ ἐπιφέρῃ ἀποδιοργάνωσιν τῆς καπνοπαραγωγῆς καὶ τῶν ἐξαγωγῶν.	[217, 2134, 418, 2179]
section-heading: ΦΑΥΛΟΤΗΣ ΕΙΣ ΤΗΝ ΔΙΟΙΚΗΣΙΝ	[1219, 1236, 1355, 1265]
article-body: ΑΘΗΝΑΙ, 10. — Τὸ νομοσχέδιον περὶ ὀργανισμοῦ καπνοῦ, ἐὰν ψηφισθῇ, θὰ ἐπιφέρῃ ἀποδιοργάνωσιν τῆς καπνοπαραγωγῆς καὶ τῶν ἐξαγωγῶν.	[217, 2181, 418, 2226]
article-body: ΚΑΪΡΟΝ, 9. (Ἀσσ. Πρές). — Ἤρχισεν ἐνώπιον τοῦ στρατοδικείου ἡ δίκη δεκατριῶν ἀξιωματικῶν καὶ πολιτῶν κατηγορουμένων ἐπὶ συνωμοσίᾳ.	[217, 857, 418, 903]
article-body: ΠΑΝΜΟΥΝΤΖΟΝ, 10. — Αἱ Ἡνωμέναι Πολιτεῖαι καὶ οἱ σύμμαχοι αὐτῶν ἐδήλωσαν ὅτι οἱαδήποτε ἐπίθεσις κατὰ τῆς Νοτίου Κορέας θὰ ἀντιμετωπισθῇ ἀμέσως.	[217, 642, 418, 698]
article-body: ΑΘΗΝΑΙ, 10. — Εἰς τὸ ὑπουργεῖον ἐργασίας ἐπεδόθη ὑπόμνημα τῶν παραγωγικῶν τάξεων διὰ τοῦ ὁποίου ζητεῖται ἡ καταβολὴ τῶν ὀφειλῶν εἰς ἑξήκοντα δόσεις.	[430, 918, 677, 963]
article-body: ΒΑΣΙΓΚΤΩΝ, 10. (ΑΥΠ). — Αἱ Ἡνωμέναι Πολιτεῖαι παρέσχον ἄσυλον εἰς 33.542 Οὔγγρους πρόσφυγας κατὰ τὸ διαρρεῦσαν διάστημα.	[217, 1672, 418, 1717]
small-headline: ΘΕΟΦΟΙΩΝ ΠΡΙΣΕΝ Ο Κ. ΑΪΖΕΝΧΑΟΥΕΡ ΩΣ ΜΕΛΟΣ ΤΗΣ ΑΠΟΣΤΟΛΗΣ ΕΙΣ ΤΑ ΗΝΩΜΕΝΑ ΕΘΝΗ	[448, 558, 658, 615]
article-body: ΝΟΡΦΟΛΚ, Βιργινία, 10. (Ἀσσ. Πρές). — Ἐνετάχθη εἰς τὸ ναυτικὸν τὸ ἀεροπλανοφόρον «Ρέιντζερ».	[1195, 1102, 1379, 1135]
subheadline: ΑΛΛΟ ΣΚΑΝΔΑΛΟΝ ΕΙΣ ΤΗΝ ΑΥΛΗ	[1214, 447, 1553, 499]
continued-label: ΣΥΝΕΧΕΙΑ	[1262, 1171, 1331, 1186]
article-body: ΑΘΗΝΑΙ, 10. — Εἰς τὸ ὑπουργεῖον ἐργασίας ἐπεδόθη ὑπόμνημα τῶν παραγωγικῶν τάξεων διὰ τοῦ ὁποίου ζητεῖται ἡ καταβολὴ τῶν ὀφειλῶν εἰς ἑξήκοντα δόσεις.	[683, 918, 930, 963]
article-body: ΜΑΝΑΜΑ, Μπαχρέϊν, 10 (Ἀσσ. Πρές). — Βρεταννικὰ ἀεροσκάφη ἐβομβάρδισαν καὶ σήμερον τὰς ὀχυρὰς θέσεις τῶν ὀπαδῶν τοῦ Ἰμάμη, οἱ ὁποῖοι προβάλλουν ἰσχυρὰν ἀντίστασιν.	[430, 338, 677, 384]
headline: ΔΙΚΑΖΟΝΤΑΙ ΕΙΣ ΚΑΪΡΟΝ 13 ΑΞΙΩΜΑΤΙΚΟΙ ΚΑΙ ΠΟΛΙΤΑΙ ΕΠΙ ΣΥΝΩΜΟΣΙΑ ΠΡΟΣ ΔΟΛΟΦΟΝΙΑΝ ΤΟΥ κ. ΝΑΣΣΕΡ	[13, 709, 411, 762]
article-body: ΠΟΡΤΣΜΟΥΘ, Νιοὺ Χαμσάιρ, 10. — Ἐν ἐπισήμῳ τελετῇ ὑψώθη ἡ ἑλληνικὴ σημαία ἐπὶ τοῦ ὑποβρυχίου τὸ ὁποῖον παραχωρεῖται εἰς τὸ Ἑλληνικὸν Ναυτικόν.	[940, 1221, 1184, 1267]
article-body: ΑΘΗΝΑΙ, 10. — Εἰς τὸ ὑπουργεῖον ἐργασίας ἐπεδόθη ὑπόμνημα τῶν παραγωγικῶν τάξεων διὰ τοῦ ὁποίου ζητεῖται ἡ καταβολὴ τῶν ὀφειλῶν εἰς ἑξήκοντα δόσεις.	[683, 965, 930, 1010]
article-body: ΚΑΪΡΟΝ, 9. (Ἀσσ. Πρές). — Ἤρχισεν ἐνώπιον τοῦ στρατοδικείου ἡ δίκη δεκατριῶν ἀξιωματικῶν καὶ πολιτῶν κατηγορουμένων ἐπὶ συνωμοσίᾳ.	[6, 763, 207, 808]
small-headline: ΟΥΔΕΜΙΑ ΑΥΞΗΣΙΣ ΕΙΣ ΤΑΣ ΤΙΜΑΣ ΝΗΜΑΤΩΝ ΚΑΙ ΒΑΜΒΑΚΟΣ	[439, 1233, 670, 1262]
article-body: ΑΝΤΕΝ, 10. (Ρώϋτερ). — Ἐπικρατεῖ ἀπόλυτος ἠρεμία εἰς τὴν μεθόριον μεταξὺ Ὑεμένης καὶ τοῦ προτεκτοράτου τοῦ δυτικοῦ Ἄντεν.	[217, 968, 418, 1012]
article-body: ΜΑΝΑΜΑ, Μπαχρέϊν, 10 (Ἀσσ. Πρές). — Βρεταννικὰ ἀεροσκάφη ἐβομβάρδισαν καὶ σήμερον τὰς ὀχυρὰς θέσεις τῶν ὀπαδῶν τοῦ Ἰμάμη, οἱ ὁποῖοι προβάλλουν ἰσχυρὰν ἀντίστασιν.	[683, 529, 930, 574]
section-heading: ΣΧΟΛΙΑ ΤΩΝ «ΤΑΪΜΣ»	[1405, 183, 1555, 198]
section-heading: ΤΑΚΤΙΚΟΣ ΣΤΡΑΤΟΣ	[992, 167, 1128, 182]
article-body: ΜΑΝΑΜΑ, Μπαχρέϊν, 10 (Ἀσσ. Πρές). — Βρεταννικὰ ἀεροσκάφη ἐβομβάρδισαν καὶ σήμερον τὰς ὀχυρὰς θέσεις τῶν ὀπαδῶν τοῦ Ἰμάμη, οἱ ὁποῖοι προβάλλουν ἰσχυρὰν ἀντίστασιν.	[683, 227, 930, 272]
section-heading: ΚΑΙ ΟΙ ΑΓΓΛΟΙ ΤΟ ΟΜΟΛΟΓΟΥΝ	[1227, 231, 1347, 259]
article-body: ΠΟΡΤΣΜΟΥΘ, Νιοὺ Χαμσάιρ, 10. — Ἐν ἐπισήμῳ τελετῇ ὑψώθη ἡ ἑλληνικὴ σημαία ἐπὶ τοῦ ὑποβρυχίου τὸ ὁποῖον παραχωρεῖται εἰς τὸ Ἑλληνικὸν Ναυτικόν.	[686, 1235, 930, 1279]
article-body: ΗΝΩΜΕΝΑ ΕΘΝΗ, 10. (ΑΥΠ). — Ὀκτὼ χῶραι θὰ μετάσχουν εἰς συνέδριον πρὸς μελέτην τῆς μολύνσεως τοῦ ἀέρος.	[940, 1108, 1184, 1141]
article-body: ΛΕΥΚΩΣΙΑ, 10. (Ρώϋτερ). — Αἱ ἐκπρόσωποι τῆς Κύπρου εἰς τὸ φεστιβὰλ τῆς Μόσχας κατήγγειλαν τὰς ὠμότητας τῶν Ἄγγλων.	[1195, 136, 1379, 182]
article-body: ΜΑΝΑΜΑ, Μπαχρέϊν, 10 (Ἀσσ. Πρές). — Βρεταννικὰ ἀεροσκάφη ἐβομβάρδισαν καὶ σήμερον τὰς ὀχυρὰς θέσεις τῶν ὀπαδῶν τοῦ Ἰμάμη, οἱ ὁποῖοι προβάλλουν ἰσχυρὰν ἀντίστασιν.	[683, 794, 930, 839]
article-body: Ὁ κ. Παπανδρέου ὑπεγράμμισεν ὅτι ἡ χώρα ἔχει ἀνάγκην ἐντίμου καὶ ὑπευθύνου διοικήσεως.	[1389, 1167, 1572, 1201]
headline: Η ΚΥΒΕΡΝΗΣΙΣ ΗΝΩΧΛΗΘΗ ΜΕΓΑΛΩΣ ΑΠΟ ΤΑΣ ΑΠΟΚΑΛΥΨΕΙΣ ΔΙΑ ΤΟΝ ΚΑΤΑΧΡΑΣΤΗΝ ΣΤΕΡΓΙΟΥ	[44, 2, 380, 105]
column-rule	[1189, 0, 1191, 2324]
headline: Η ΕΛΛΗΝΙΚΗ ΣΗΜΑΙΑ ΥΨΩΘΗ ΕΝ ΕΠΙΣΗΜΩ ΤΕΛΕΤΗ ΕΠΙ ΤΟΥ ΑΜΕΡΙΚΑΝΙΚΟΥ ΥΠΟΒΡΥΧΙΟΥ «ΛΑΠΟΝ»	[722, 1155, 1148, 1186]
article-altrincham	[1195, 383, 1572, 735]
article-body: ΒΕΛΙΓΡΑΔΙΟΝ, 10. (Ρώϋτερ). — Ἡ ἐφημερὶς «Μπόρμπα» ἐπικρίνει βιαιότατα τὸ βιβλίον τοῦ Μίλοβαν Τζίλας.	[1195, 926, 1379, 971]
headline: ΟΙ ΒΡΕΤΑΝΝΟΙ ΚΑΘΗΛΩΘΗΣΑΝ ΕΙΣ ΤΑΣ ΘΕΣΕΙΣ ΤΩΝ ΥΠΟΤΙΜΗΣΑΝΤΕΣ ΤΗΝ ΑΝΤΙΣΤΑΣΙΝ ΤΟΥ ΙΜΑΜΗ	[432, 2, 1182, 63]
section-heading: ΠΟΛΕΜΟΣ ΣΤΑΙΡΕΙΩΝ	[733, 210, 881, 225]
article-body: ΑΘΗΝΑΙ, 10. — Ἐκ τοῦ ὑπουργείου προήλθον πληροφορίαι ὅτι ἡ κυβέρνησις ἠνωχλήθη μεγάλως ἐκ τῶν ἀποκαλύψεων τοῦ τύπου διὰ τὸν καταχραστὴν Στεργίου, ὁ ὁποῖος κατέχει ἀνωτάτην θέσιν εἰς ὑπηρεσίαν τοῦ κράτους καὶ διέφυγε.	[217, 108, 418, 185]
article-body: ΚΑΪΡΟΝ, 9. (Ἀσσ. Πρές). — Ἤρχισεν ἐνώπιον τοῦ στρατοδικείου ἡ δίκη δεκατριῶν ἀξιωματικῶν καὶ πολιτῶν κατηγορουμένων ἐπὶ συνωμοσίᾳ.	[217, 811, 418, 855]
headline: ΕΜΒΟΛΙΟΝ ΚΑΤΑ ΤΗΣ ΑΣΙΑΤΙΚΗΣ ΓΡΙΠΠΗΣ ΠΑΡΑΣΚΕΥΑΖΕΤΑΙ ΚΑΙ ΕΙΣ ΤΗΝ ΡΩΣΣΙΑΝ	[11, 1356, 413, 1420]
article-refugees	[6, 1594, 418, 1862]
article-body: ΒΟΝΝΗ, 10. (Ἀσσ. Πρές). — Ὁ καγκελλάριος Ἀντενάουερ ἐδήλωσεν ὅτι ἀμφιβάλλει διὰ τὰς προθέσεις τῆς Σοβιετικῆς Ἑνώσεως.	[1195, 1376, 1379, 1420]
article-body: ΒΕΛΙΓΡΑΔΙΟΝ, 10. (Ρώϋτερ). — Ἡ ἐφημερὶς «Μπόρμπα» ἐπικρίνει βιαιότατα τὸ βιβλίον τοῦ Μίλοβαν Τζίλας.	[1389, 909, 1572, 954]
headline: Ο ΛΟΓΟΣ ΤΟΥ κ. ΠΑΠΑΝΔΡΕΟΥ ΕΙΣ ΚΑΛΑΒΡΥΤΑ	[1197, 1147, 1570, 1165]
article-yemen	[6, 915, 418, 1062]
article-body: ΑΘΗΝΑΙ, 10. — Τὸ νομοσχέδιον περὶ ὀργανισμοῦ καπνοῦ, ἐὰν ψηφισθῇ, θὰ ἐπιφέρῃ ἀποδιοργάνωσιν τῆς καπνοπαραγωγῆς καὶ τῶν ἐξαγωγῶν.	[6, 1993, 207, 2037]
small-headline: ΑΜΕΡΙΚΑΝΟΣ ΘΑ ΔΩΣΗ 100.000 ΔΟΛΛΑΡΙΑ ΔΙΑ ΤΟ «ΖΗΝ ΤΖΑΙΜΗΣ» ΚΑΙ ΘΑ ΤΟ ΣΥΝΤΗΡΗΣΗ	[942, 461, 1180, 521]
article-body: ΝΟΡΦΟΛΚ, Βιργινία, 10. (Ἀσσ. Πρές). — Ἐνετάχθη εἰς τὸ ναυτικὸν τὸ ἀεροπλανοφόρον «Ρέιντζερ».	[1195, 1049, 1379, 1083]
article-body: ΑΘΗΝΑΙ, 10. — Ἐκ τοῦ ὑπουργείου προήλθον πληροφορίαι ὅτι ἡ κυβέρνησις ἠνωχλήθη μεγάλως ἐκ τῶν ἀποκαλύψεων τοῦ τύπου διὰ τὸν καταχραστὴν Στεργίου, ὁ ὁποῖος κατέχει ἀνωτάτην θέσιν εἰς ὑπηρεσίαν τοῦ κράτους καὶ διέφυγε.	[217, 348, 418, 426]
ornament-icon	[1195, 1178, 1237, 1190]
subheadline: Εἰς τὴν παραλίαν τοῦ Μπλάκπουλ ξεσηθροθησαν ἀπέθανον ἐναμνήστως δύο πτώματα	[693, 1438, 1177, 1467]
article-adenauer	[1195, 1313, 1572, 1456]
headline: ΑΙ ΗΝ. ΠΟΛΙΤΕΙΑΙ ΠΑΡΕΣΧΟΝ ΑΣΥΛΟΝ ΕΙΣ 33.542 ΟΥΓΓΡΟΥΣ ΠΡΟΣΦΥΓΑΣ	[24, 1592, 400, 1670]
article-body: ΑΘΗΝΑΙ, 10. — Τὸ νομοσχέδιον περὶ ὀργανισμοῦ καπνοῦ, ἐὰν ψηφισθῇ, θὰ ἐπιφέρῃ ἀποδιοργάνωσιν τῆς καπνοπαραγωγῆς καὶ τῶν ἐξαγωγῶν.	[6, 2167, 207, 2213]
article-body: ΒΕΛΙΓΡΑΔΙΟΝ, 10. (Ρώϋτερ). — Ἡ ἐφημερὶς «Μπόρμπα» ἐπικρίνει βιαιότατα τὸ βιβλίον τοῦ Μίλοβαν Τζίλας.	[1195, 832, 1379, 877]
article-body: ΛΟΝΔΙΝΟΝ, 10. (Ρώϋτερ). — Ἡ δημοσκόπησις ἀπέδειξεν ὅτι τὰ τέσσαρα πέμπτα τῶν Βρεταννῶν ἐτάχθησαν μὲ τὸ μέρος τοῦ Ἀλτρίγχαμ.	[1195, 560, 1379, 617]
article-body: ΜΑΝΑΜΑ, Μπαχρέϊν, 10 (Ἀσσ. Πρές). — Βρεταννικὰ ἀεροσκάφη ἐβομβάρδισαν καὶ σήμερον τὰς ὀχυρὰς θέσεις τῶν ὀπαδῶν τοῦ Ἰμάμη, οἱ ὁποῖοι προβάλλουν ἰσχυρὰν ἀντίστασιν.	[937, 247, 1184, 292]
article-body: ΜΑΝΑΜΑ, Μπαχρέϊν, 10 (Ἀσσ. Πρές). — Βρεταννικὰ ἀεροσκάφη ἐβομβάρδισαν καὶ σήμερον τὰς ὀχυρὰς θέσεις τῶν ὀπαδῶν τοῦ Ἰμάμη, οἱ ὁποῖοι προβάλλουν ἰσχυρὰν ἀντίστασιν.	[937, 780, 1184, 826]
continued-sub: ἐκ τῆς 1ης σελίδος	[1245, 1185, 1349, 1197]
footer-time: ΩΡΑ 5.30' ΠΡΩΪΝΗ ΤΗΣ ΚΥΡΙΑΚΗΣ	[1214, 1430, 1553, 1453]
headline: ΑΙ ΩΜΟΤΗΤΕΣ ΤΩΝ ΑΓΓΛΩΝ ΕΙΣ ΚΥΠΡΟΝ ΚΑΤΗΓΓΕΛΘΗΣΑΝ ΥΠΟ ΤΩΝ ΚΥΠΡΙΩΝ ΕΙΣ ΤΟ ΦΕΣΤΙΒΑΛ ΤΩΝ ΝΕΩΝ ΤΗΣ ΜΟΣΧΑΣ	[1199, 2, 1568, 87]
article-body: ΒΟΝΝΗ, 10. (Ἀσσ. Πρές). — Ὁ καγκελλάριος Ἀντενάουερ ἐδήλωσεν ὅτι ἀμφιβάλλει διὰ τὰς προθέσεις τῆς Σοβιετικῆς Ἑνώσεως.	[1389, 1348, 1572, 1394]
article-body: ΓΕΝΕΥΗ, 10. (Ἀσσ. Πρές). — Ἁρμόδιος ἀξιωματοῦχος τῆς Συρίας ἐδήλωσεν ὅτι εἰς τὸ μέλλον αἱ ἀγοραὶ ὅπλων θὰ τηροῦνται μυστικαί.	[6, 1159, 207, 1203]
small-headline: ΜΕ ΤΑ ΠΥΡΗΝΙΚΑ ΟΠΛΑ ΑΠΕΙΛΕΙΤΑΙ ΟΛΙΚΗ ΚΑΤΑΣΤΡΟΦΗ	[937, 921, 1184, 950]
article-body: ΑΘΗΝΑΙ, 10. — Τὸ νομοσχέδιον περὶ ὀργανισμοῦ καπνοῦ, ἐὰν ψηφισθῇ, θὰ ἐπιφέρῃ ἀποδιοργάνωσιν τῆς καπνοπαραγωγῆς καὶ τῶν ἐξαγωγῶν.	[6, 1945, 207, 1991]
headline: Η ΣΥΡΙΑ ΘΑ ΚΡΑΤΗ ΜΥΣΤΙΚΑΣ ΕΙΣ ΤΟ ΜΕΛΛΟΝ ΤΑΣ ΑΓΟΡΑΣ ΟΠΛΩΝ ΕΚ ΤΗΣ ΡΩΣΙΑΣ ΔΙΑ ΝΑ ΜΗ ΕΝΙΣΧΥΕΤΑΙ ΑΝΑΛΟΓΩΣ ΤΟ ΙΣΡΑΗΛ	[22, 1070, 402, 1156]
article-body: ΜΑΝΑΜΑ, Μπαχρέϊν, 10 (Ἀσσ. Πρές). — Βρεταννικὰ ἀεροσκάφη ἐβομβάρδισαν καὶ σήμερον τὰς ὀχυρὰς θέσεις τῶν ὀπαδῶν τοῦ Ἰμάμη, οἱ ὁποῖοι προβάλλουν ἰσχυρὰν ἀντίστασιν.	[430, 407, 677, 453]
section-heading: ΤΟΥΣ ΥΠΕΤΙΜΗΣΑΝ	[487, 257, 619, 272]
article-body: ΛΕΥΚΩΣΙΑ, 10. (Ρώϋτερ). — Αἱ ἐκπρόσωποι τῆς Κύπρου εἰς τὸ φεστιβὰλ τῆς Μόσχας κατήγγειλαν τὰς ὠμότητας τῶν Ἄγγλων.	[1389, 200, 1572, 246]
article-body: ΒΑΣΙΓΚΤΩΝ, 10. (ΑΥΠ). — Αἱ Ἡνωμέναι Πολιτεῖαι παρέσχον ἄσυλον εἰς 33.542 Οὔγγρους πρόσφυγας κατὰ τὸ διαρρεῦσαν διάστημα.	[6, 1814, 207, 1858]
center-column	[430, 0, 1184, 2324]
article-body: ΜΑΝΑΜΑ, Μπαχρέϊν, 10 (Ἀσσ. Πρές). — Βρεταννικὰ ἀεροσκάφη ἐβομβάρδισαν καὶ σήμερον τὰς ὀχυρὰς θέσεις τῶν ὀπαδῶν τοῦ Ἰμάμη, οἱ ὁποῖοι προβάλλουν ἰσχυρὰν ἀντίστασιν.	[430, 1361, 679, 1406]
article-body: ΛΟΝΔΙΝΟΝ, 10. (Ρώϋτερ). — Ἡ δημοσκόπησις ἀπέδειξεν ὅτι τὰ τέσσαρα πέμπτα τῶν Βρεταννῶν ἐτάχθησαν μὲ τὸ μέρος τοῦ Ἀλτρίγχαμ.	[1389, 502, 1572, 558]
article-body: ΜΑΝΑΜΑ, Μπαχρέϊν, 10 (Ἀσσ. Πρές). — Βρεταννικὰ ἀεροσκάφη ἐβομβάρδισαν καὶ σήμερον τὰς ὀχυρὰς θέσεις τῶν ὀπαδῶν τοῦ Ἰμάμη, οἱ ὁποῖοι προβάλλουν ἰσχυρὰν ἀντίστασιν.	[430, 699, 677, 745]
small-headline: ΑΙ Η. Π. ΕΧΟΥΝ ΑΝΑΓΚΗΝ ΤΩΝ ΑΕΡΟΔΡΟΜΙΩΝ ΤΗΣ ΒΡΑΖΙΛΙΑΣ	[447, 669, 660, 697]
article-body: ΜΑΝΑΜΑ, Μπαχρέϊν, 10 (Ἀσσ. Πρές). — Βρεταννικὰ ἀεροσκάφη ἐβομβάρδισαν καὶ σήμερον τὰς ὀχυρὰς θέσεις τῶν ὀπαδῶν τοῦ Ἰμάμη, οἱ ὁποῖοι προβάλλουν ἰσχυρὰν ἀντίστασιν.	[683, 164, 930, 208]
small-headline: ΑΜΕΡΙΚΑΝΙΚΗ ΑΜΦΙΒΙΟΣ ΑΣΚΗΣΙΣ ΕΙΣ ΤΗΝ ΙΣΠΑΝΙΑΝ	[435, 750, 671, 778]
article-body: ΒΕΛΙΓΡΑΔΙΟΝ, 10. (Ρώϋτερ). — Ἡ ἐφημερὶς «Μπόρμπα» ἐπικρίνει βιαιότατα τὸ βιβλίον τοῦ Μίλοβαν Τζίλας.	[1389, 832, 1572, 877]
headline: ΟΙΑΔΗΠΟΤΕ ΕΠΙΘΕΣΙΣ ΕΝ ΚΟΡΕΑ ΘΑ ΑΝΤΙΜΕΤΩΠΙΣΘΗ ΑΜΕΣΩΣ ΥΠΟ ΤΩΝ Η.Π. ΚΑΙ ΤΩΝ ΣΥΜΜΑΧΩΝ	[7, 518, 417, 582]
article-body: ΛΟΝΔΙΝΟΝ, 10. (Ἀσσ. Πρές). — Τὰ πτώματα τοῦ ζεύγους Μάρσαλ ἀνευρέθησαν εἰς τὴν παραλίαν τοῦ Μπλάκπουλ.	[940, 1503, 1184, 1538]
kicker: Φρικώδης οἰκογενειακὴ τραγῳδία	[822, 1355, 1048, 1370]
article-body: ΚΑΪΡΟΝ, 9. (Ἀσσ. Πρές). — Ἤρχισεν ἐνώπιον τοῦ στρατοδικείου ἡ δίκη δεκατριῶν ἀξιωματικῶν καὶ πολιτῶν κατηγορουμένων ἐπὶ συνωμοσίᾳ.	[217, 763, 418, 808]
